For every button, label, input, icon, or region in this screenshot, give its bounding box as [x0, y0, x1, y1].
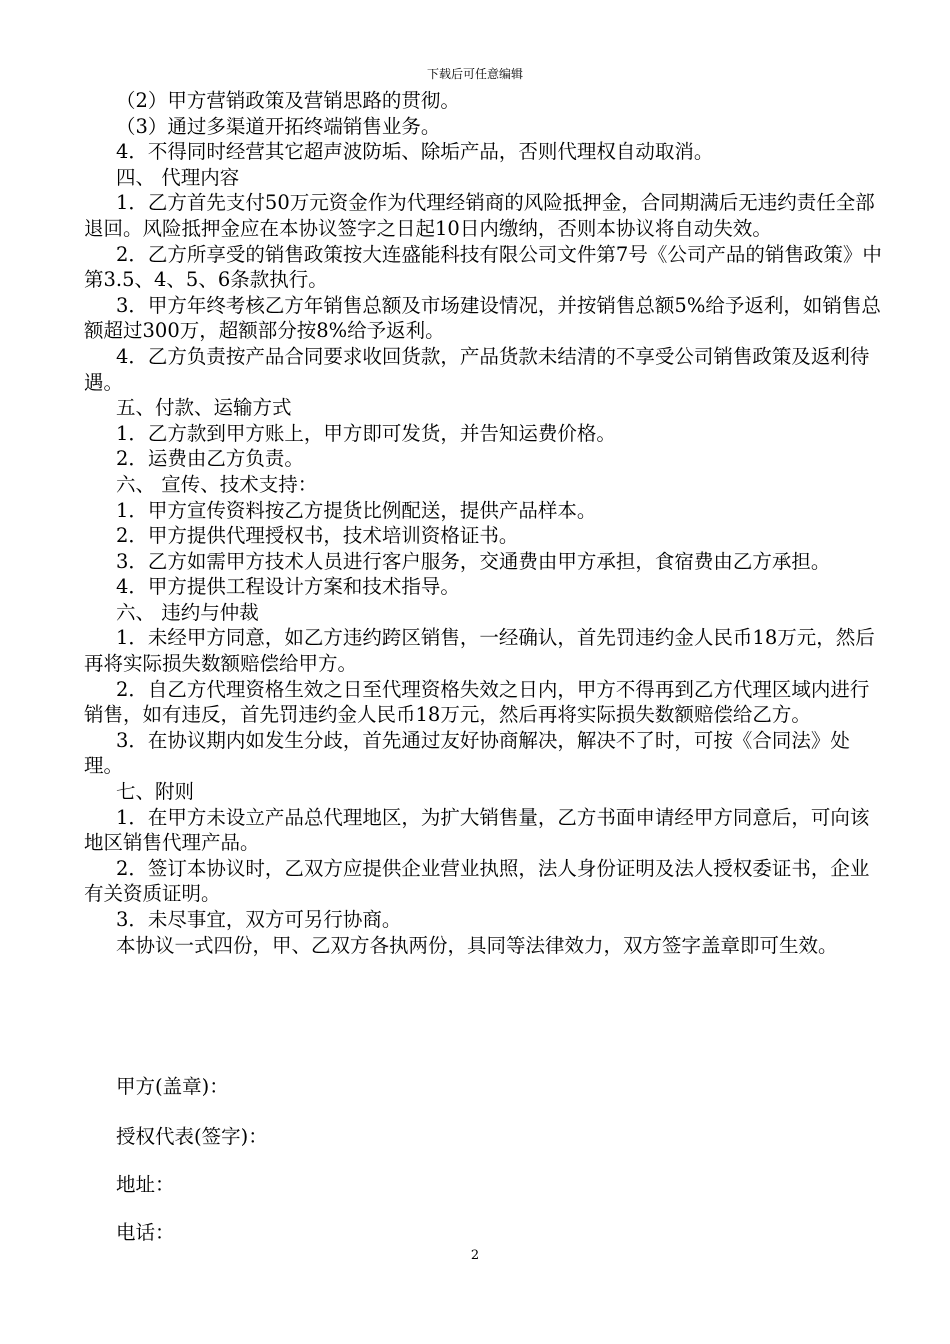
section-heading: 七、附则: [116, 780, 195, 804]
section-heading: 四、 代理内容: [116, 165, 240, 189]
section-heading: 六、 违约与仲裁: [116, 600, 259, 624]
paragraph: （2）甲方营销政策及营销思路的贯彻。: [116, 89, 460, 112]
paragraph: （3）通过多渠道开拓终端销售业务。: [116, 114, 441, 138]
paragraph: 3．在协议期内如发生分歧，首先通过友好协商解决，解决不了时，可按《合同法》处理。: [84, 728, 850, 778]
paragraph: 3．乙方如需甲方技术人员进行客户服务，交通费由甲方承担，食宿费由乙方承担。: [116, 549, 831, 573]
paragraph: 1．在甲方未设立产品总代理地区，为扩大销售量，乙方书面申请经甲方同意后，可向该地区销售代理产品。: [84, 805, 870, 855]
paragraph: 4．不得同时经营其它超声波防垢、除垢产品，否则代理权自动取消。: [116, 140, 714, 164]
paragraph: 2．甲方提供代理授权书，技术培训资格证书。: [116, 524, 519, 548]
paragraph: 3．甲方年终考核乙方年销售总额及市场建设情况，并按销售总额5%给予返利，如销售总额超过300万，超额部分按8%给予返利。: [84, 293, 881, 343]
paragraph: 4．乙方负责按产品合同要求收回货款，产品货款未结清的不享受公司销售政策及返利待遇。: [84, 344, 870, 394]
representative-signature-label: 授权代表(签字)：: [116, 1125, 268, 1148]
paragraph: 4．甲方提供工程设计方案和技术指导。: [116, 575, 460, 599]
paragraph: 3．未尽事宜，双方可另行协商。: [116, 908, 402, 931]
paragraph: 1．乙方首先支付50万元资金作为代理经销商的风险抵押金，合同期满后无违约责任全部退回。风险抵押金应在本协议签字之日起10日内缴纳，否则本协议将自动失效。: [84, 191, 875, 240]
page-header: 下载后可任意编辑: [426, 67, 523, 81]
paragraph: 2．自乙方代理资格生效之日至代理资格失效之日内，甲方不得再到乙方代理区域内进行销售，如有违反，首先罚违约金人民币18万元，然后再将实际损失数额赔偿给乙方。: [84, 677, 870, 727]
section-heading: 六、 宣传、技术支持：: [116, 472, 318, 496]
closing-paragraph: 本协议一式四份，甲、乙双方各执两份，具同等法律效力，双方签字盖章即可生效。: [116, 933, 838, 957]
paragraph: 2．乙方所享受的销售政策按大连盛能科技有限公司文件第7号《公司产品的销售政策》中第3.5、4、5、6条款执行。: [84, 242, 882, 292]
contract-body: [84, 88, 884, 958]
address-label: 地址：: [116, 1173, 175, 1196]
paragraph: 1．未经甲方同意，如乙方违约跨区销售，一经确认，首先罚违约金人民币18万元，然后再将实际损失数额赔偿给甲方。: [84, 626, 875, 676]
page-number: 2: [470, 1248, 480, 1263]
paragraph: 2．签订本协议时，乙双方应提供企业营业执照，法人身份证明及法人授权委证书，企业有关资质证明。: [84, 856, 870, 906]
section-heading: 五、付款、运输方式: [116, 396, 292, 420]
phone-label: 电话：: [116, 1221, 175, 1244]
paragraph: 2．运费由乙方负责。: [116, 447, 304, 471]
paragraph: 1．甲方宣传资料按乙方提货比例配送，提供产品样本。: [116, 498, 597, 522]
paragraph: 1．乙方款到甲方账上，甲方即可发货，并告知运费价格。: [116, 421, 616, 445]
party-a-seal-label: 甲方(盖章)：: [116, 1075, 229, 1098]
